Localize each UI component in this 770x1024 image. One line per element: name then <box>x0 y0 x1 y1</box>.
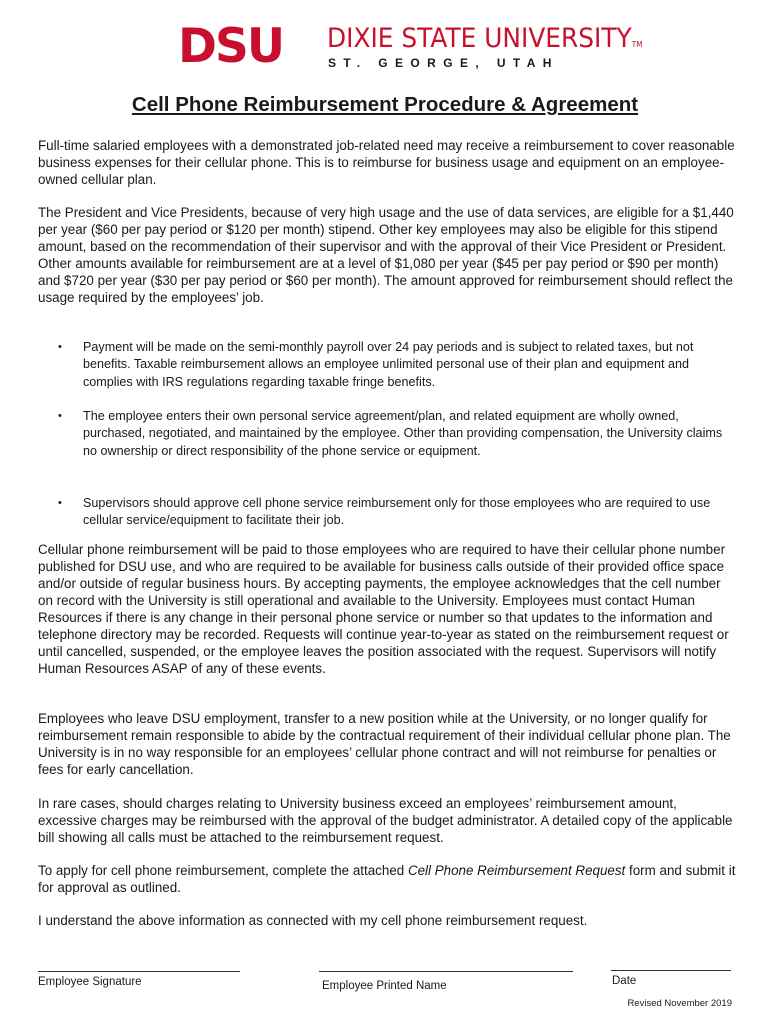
dsu-logo <box>178 19 643 74</box>
paragraph-excess-charges: In rare cases, should charges relating to University business exceed an employees’ reimbursement amount, excessive charges may be reimbursed with the approval of the budget administrator. A detailed copy of the applicable bill showing all calls must be attached to the reimbursement request. <box>38 796 733 845</box>
document-title: Cell Phone Reimbursement Procedure & Agreement <box>131 93 639 116</box>
paragraph-stipend-amounts: The President and Vice Presidents, because of very high usage and the use of data services, are eligible for a $1,440 per year ($60 per pay period or $120 per month) stipend. Other key employees may also be eligible for this stipend amount, based on the recommendation of their supervisor and with the approval of their Vice President or President. Other amounts available for reimbursement are at a level of $1,080 per year ($45 per pay period or $90 per month) and $720 per year ($30 per pay period or $60 per month). The amount approved for reimbursement should reflect the usage required by the employees’ job. <box>38 205 734 305</box>
paragraph-leaving-employment: Employees who leave DSU employment, transfer to a new position while at the University, or no longer qualify for reimbursement remain responsible to abide by the contractual requirement of their individual cellular phone plan. The University is in no way responsible for an employees’ cellular phone contract and will not reimburse for penalties or fees for early cancellation. <box>38 711 731 777</box>
bullet-marker: • <box>58 497 62 509</box>
date-label: Date <box>612 975 637 987</box>
logo-name-text: DIXIE STATE UNIVERSITY <box>327 23 632 54</box>
employee-signature-label: Employee Signature <box>38 976 142 988</box>
revision-note: Revised November 2019 <box>627 998 732 1009</box>
paragraph-how-to-apply <box>38 862 738 896</box>
date-line[interactable] <box>611 970 731 971</box>
employee-printed-name-label: Employee Printed Name <box>322 980 447 992</box>
paragraph-requirements: Cellular phone reimbursement will be paid to those employees who are required to have their cellular phone number published for DSU use, and who are required to be available for business calls outside of their provided office space and/or outside of regular business hours. By accepting payments, the employee acknowledges that the cell number on record with the University is still operational and available to the University. Employees must contact Human Resources if there is any change in their personal phone service or number so that updates to the information and telephone directory may be recorded. Requests will continue year-to-year as stated on the reimbursement request or until cancelled, suspended, or the employee leaves the position associated with the request. Supervisors will notify Human Resources ASAP of any of these events. <box>38 542 729 676</box>
bullet-text: Supervisors should approve cell phone service reimbursement only for those employees who are required to use cellular service/equipment to facilitate their job. <box>83 496 711 528</box>
logo-mark: DSU <box>178 19 284 74</box>
logo-location: ST. GEORGE, UTAH <box>328 56 559 70</box>
bullet-text: The employee enters their own personal service agreement/plan, and related equipment are wholly owned, purchased, negotiated, and maintained by the employee. Other than providing compensation, the University claims no ownership or direct responsibility of the phone service or equipment. <box>83 409 723 458</box>
logo-trademark: TM <box>631 40 643 49</box>
bullet-marker: • <box>58 341 62 353</box>
bullet-text: Payment will be made on the semi-monthly payroll over 24 pay periods and is subject to related taxes, but not benefits. Taxable reimbursement allows an employee unlimited personal use of their plan and equipment and complies with IRS regulations regarding taxable fringe benefits. <box>83 340 694 389</box>
apply-text-end: form and submit it for approval as outlined. <box>38 863 736 895</box>
form-name: Cell Phone Reimbursement Request <box>407 863 626 878</box>
apply-text-start: To apply for cell phone reimbursement, complete the attached <box>38 863 408 878</box>
employee-signature-line[interactable] <box>38 971 240 972</box>
paragraph-acknowledgement: I understand the above information as connected with my cell phone reimbursement request. <box>38 913 588 928</box>
logo-university-name <box>327 25 643 59</box>
bullet-marker: • <box>58 410 62 422</box>
paragraph-eligibility: Full-time salaried employees with a demonstrated job-related need may receive a reimbursement to cover reasonable business expenses for their cellular phone. This is to reimburse for business usage and equipment on an employee-owned cellular plan. <box>38 138 735 187</box>
employee-printed-name-line[interactable] <box>319 971 573 972</box>
